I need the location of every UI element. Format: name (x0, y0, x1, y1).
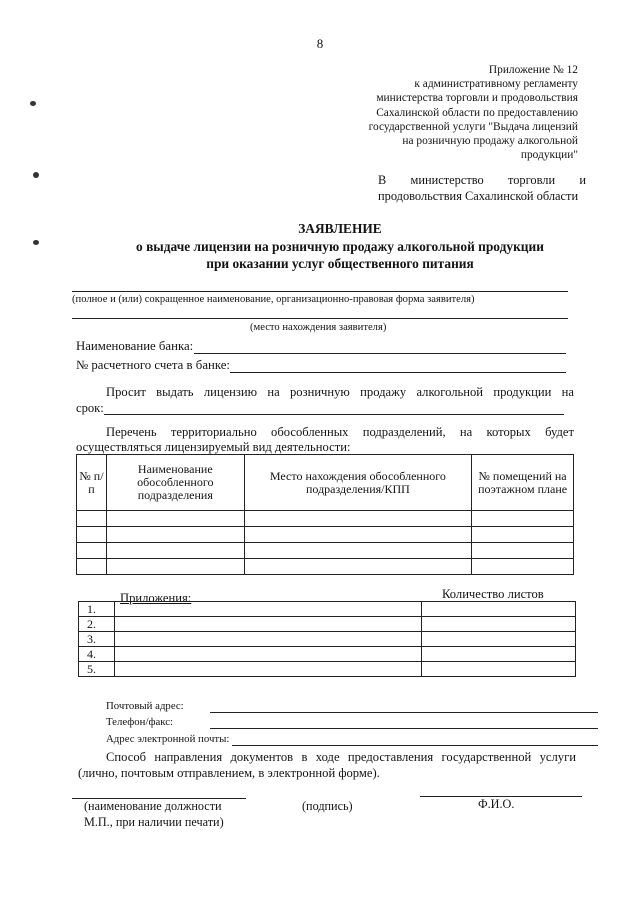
attachment-row (79, 647, 576, 662)
attachment-sheets-cell[interactable] (422, 632, 576, 647)
table-cell[interactable] (106, 527, 244, 543)
table-cell[interactable] (77, 559, 107, 575)
table-row (77, 527, 574, 543)
attachment-sheets-cell[interactable] (422, 617, 576, 632)
title-heading: ЗАЯВЛЕНИЕ (298, 221, 382, 236)
bank-name-line[interactable] (194, 353, 566, 354)
title-line: о выдаче лицензии на розничную продажу алкогольной продукции (136, 238, 544, 254)
applicant-name-caption: (полное и (или) сокращенное наименование, организационно-правовая форма заявителя) (72, 294, 475, 305)
header-cell: № помещений на поэтажном плане (472, 455, 574, 511)
table-row (77, 543, 574, 559)
table-cell[interactable] (106, 559, 244, 575)
appendix-line: министерства торговли и продовольствия (376, 92, 578, 105)
appendix-line: на розничную продажу алкогольной (402, 135, 578, 148)
table-cell[interactable] (244, 543, 471, 559)
appendix-line: государственной услуги "Выдача лицензий (368, 120, 578, 133)
table-cell[interactable] (77, 543, 107, 559)
request-term-line[interactable] (104, 414, 564, 415)
delivery-options: (лично, почтовым отправлением, в электронной форме). (78, 766, 380, 780)
attachment-row (79, 617, 576, 632)
attachment-number: 1. (79, 602, 115, 617)
phone-fax-label: Телефон/факс: (106, 716, 174, 728)
table-row (77, 511, 574, 527)
table-cell[interactable] (77, 511, 107, 527)
table-cell[interactable] (244, 511, 471, 527)
sheets-label: Количество листов (442, 587, 544, 601)
position-caption: (наименование должности (84, 799, 222, 813)
fio-caption: Ф.И.О. (478, 797, 515, 811)
table-cell[interactable] (472, 559, 574, 575)
appendix-line: Сахалинской области по предоставлению (376, 106, 578, 119)
account-number-line[interactable] (230, 372, 566, 373)
attachment-name-cell[interactable] (114, 617, 421, 632)
header-cell: Наименование обособленного подразделения (106, 455, 244, 511)
table-cell[interactable] (244, 559, 471, 575)
table-cell[interactable] (244, 527, 471, 543)
document-title (60, 220, 620, 273)
postal-address-label: Почтовый адрес: (106, 700, 184, 712)
divisions-intro: Перечень территориально обособленных подразделений, на которых будет (106, 425, 574, 439)
signature-caption: (подпись) (302, 799, 353, 813)
delivery-method: Способ направления документов в ходе предоставления государственной услуги (106, 750, 576, 764)
applicant-name-line[interactable] (72, 291, 568, 292)
addressee-line: продовольствия Сахалинской области (378, 189, 579, 203)
applicant-location-line[interactable] (72, 318, 568, 319)
scan-mark (33, 172, 39, 178)
attachments-table (78, 601, 576, 677)
page-number: 8 (316, 36, 324, 51)
appendix-line: продукции" (520, 149, 578, 162)
phone-fax-line[interactable] (210, 728, 598, 729)
addressee-line: В министерство торговли и (378, 173, 586, 187)
account-number-label: № расчетного счета в банке: (76, 358, 230, 372)
attachment-sheets-cell[interactable] (422, 662, 576, 677)
divisions-intro-line2: осуществляться лицензируемый вид деятельности: (76, 440, 351, 454)
bank-name-label: Наименование банка: (76, 339, 194, 353)
attachment-number: 2. (79, 617, 115, 632)
divisions-table (76, 454, 574, 575)
appendix-line: к административному регламенту (414, 78, 578, 91)
email-line[interactable] (232, 745, 598, 746)
scan-mark (33, 240, 39, 245)
table-cell[interactable] (472, 543, 574, 559)
attachment-number: 4. (79, 647, 115, 662)
applicant-location-caption: (место нахождения заявителя) (250, 322, 387, 333)
attachment-name-cell[interactable] (114, 662, 421, 677)
table-cell[interactable] (106, 511, 244, 527)
header-cell: Место нахождения обособленного подразделения/КПП (244, 455, 471, 511)
attachment-number: 5. (79, 662, 115, 677)
header-cell: № п/п (77, 455, 107, 511)
attachments-label: Приложения: (120, 591, 192, 605)
scan-mark (30, 101, 36, 106)
email-label: Адрес электронной почты: (106, 733, 230, 745)
addressee (378, 172, 586, 204)
request-term-label: срок: (76, 401, 104, 415)
attachment-name-cell[interactable] (114, 632, 421, 647)
seal-caption: М.П., при наличии печати) (84, 815, 224, 829)
request-line: Просит выдать лицензию на розничную продажу алкогольной продукции на (106, 385, 574, 399)
table-row (77, 559, 574, 575)
table-header-row (77, 455, 574, 511)
attachment-name-cell[interactable] (114, 602, 421, 617)
postal-address-line[interactable] (210, 712, 598, 713)
table-cell[interactable] (472, 511, 574, 527)
title-line: при оказании услуг общественного питания (206, 256, 474, 271)
attachment-sheets-cell[interactable] (422, 647, 576, 662)
attachment-row (79, 662, 576, 677)
attachment-sheets-cell[interactable] (422, 602, 576, 617)
table-cell[interactable] (106, 543, 244, 559)
table-cell[interactable] (77, 527, 107, 543)
attachment-number: 3. (79, 632, 115, 647)
appendix-note (352, 63, 578, 162)
appendix-line: Приложение № 12 (488, 64, 578, 76)
attachment-name-cell[interactable] (114, 647, 421, 662)
table-cell[interactable] (472, 527, 574, 543)
attachment-row (79, 632, 576, 647)
attachment-row (79, 602, 576, 617)
